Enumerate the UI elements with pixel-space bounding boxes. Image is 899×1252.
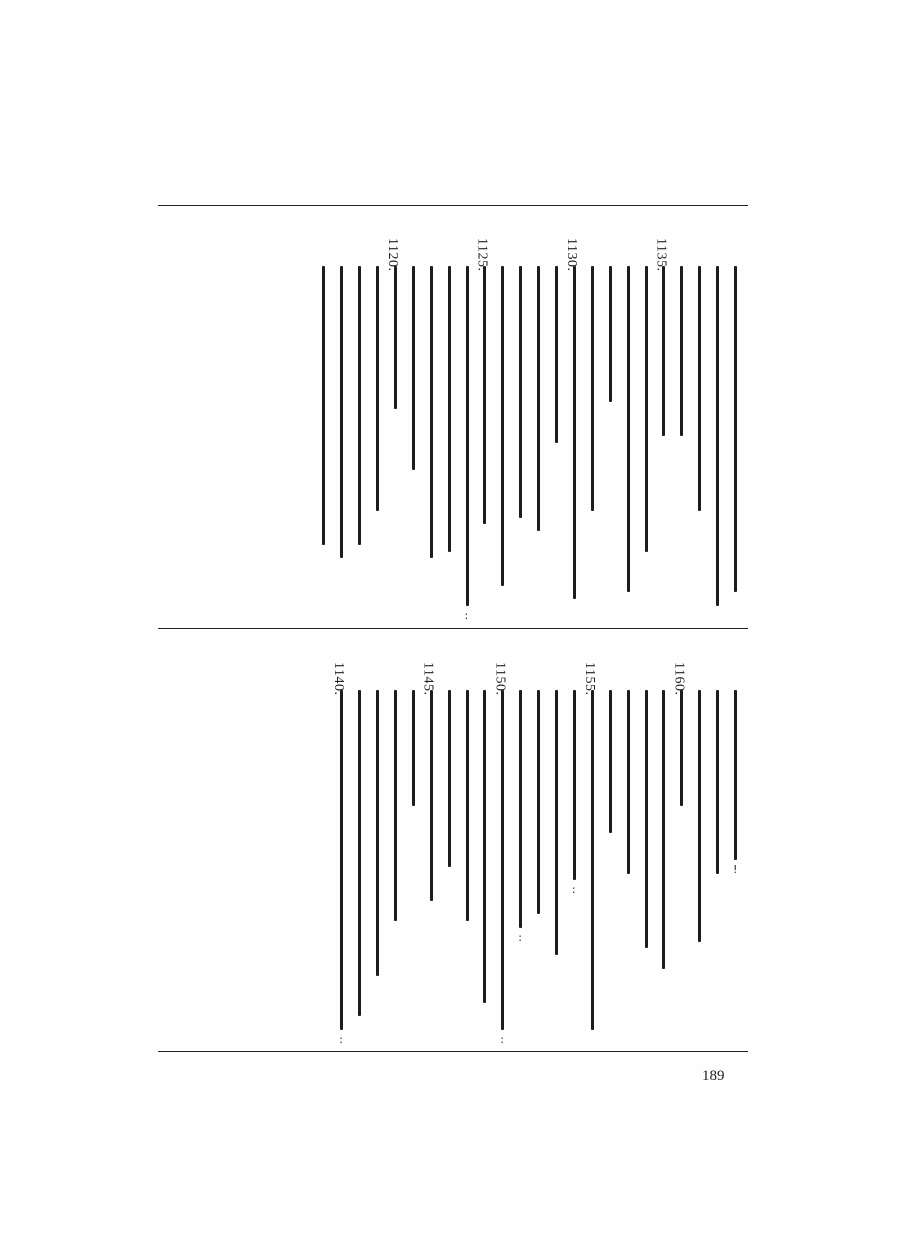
text-line (531, 662, 551, 1034)
mongolian-script-line (555, 266, 558, 443)
mongolian-script-line (466, 266, 469, 606)
mongolian-script-line (376, 690, 379, 976)
mongolian-script-line (430, 266, 433, 558)
text-line (710, 238, 730, 610)
mongolian-script-line (501, 266, 504, 586)
mongolian-script-line (716, 690, 719, 874)
mongolian-script-line (537, 690, 540, 914)
text-line (406, 238, 426, 610)
mongolian-script-line (573, 266, 576, 599)
text-line (671, 662, 694, 1034)
text-line (621, 238, 641, 610)
mongolian-script-line (483, 690, 486, 1003)
text-line (639, 238, 659, 610)
line-number: 1160. (671, 662, 687, 696)
text-line (352, 238, 372, 610)
mongolian-script-line (394, 266, 397, 409)
text-line (581, 662, 605, 1034)
line-end-punctuation: : (339, 1033, 343, 1046)
text-line (513, 238, 533, 610)
page-number: 189 (702, 1068, 725, 1084)
mongolian-script-line (645, 266, 648, 552)
top-rule (158, 205, 748, 206)
line-number: 1125. (474, 238, 490, 272)
text-line (549, 662, 569, 1034)
mongolian-script-line (609, 266, 612, 402)
line-number: 1155. (581, 662, 597, 696)
mongolian-script-line (645, 690, 648, 948)
mongolian-script-line (322, 266, 325, 545)
line-number: 1130. (563, 238, 579, 272)
line-number: 1140. (331, 662, 347, 696)
text-line (710, 662, 730, 1034)
mongolian-script-line (627, 690, 630, 874)
mongolian-script-line (591, 690, 594, 1030)
mongolian-script-line (680, 690, 683, 806)
text-line (384, 238, 408, 610)
text-line (495, 238, 515, 610)
mongolian-script-line (537, 266, 540, 531)
mongolian-script-line (519, 266, 522, 518)
text-line (692, 662, 712, 1034)
mongolian-script-line (716, 266, 719, 606)
text-line (728, 238, 748, 610)
mongolian-script-line (698, 690, 701, 942)
text-line (728, 662, 748, 1034)
mongolian-script-line (609, 690, 612, 833)
middle-rule (158, 628, 748, 629)
mongolian-script-line (627, 266, 630, 592)
line-number: 1150. (492, 662, 508, 696)
text-line (603, 662, 623, 1034)
mongolian-script-line (501, 690, 504, 1030)
text-line (692, 238, 712, 610)
mongolian-script-line (519, 690, 522, 928)
mongolian-script-line (573, 690, 576, 880)
text-line (334, 238, 354, 610)
text-line (477, 662, 497, 1034)
text-line (406, 662, 426, 1034)
line-end-punctuation: ! (733, 863, 738, 876)
mongolian-script-line (680, 266, 683, 436)
mongolian-script-line (698, 266, 701, 511)
text-line (656, 662, 676, 1034)
text-line (370, 662, 390, 1034)
text-line (567, 662, 587, 1034)
text-line (460, 238, 480, 622)
mongolian-script-line (358, 690, 361, 1016)
line-end-punctuation: : (500, 1033, 505, 1046)
text-line (316, 238, 336, 610)
line-end-punctuation: : (518, 931, 522, 944)
text-line (492, 662, 515, 1046)
mongolian-script-line (662, 690, 665, 969)
text-line (442, 238, 462, 610)
text-line (653, 238, 676, 610)
text-line (370, 238, 390, 610)
text-line (549, 238, 569, 610)
mongolian-script-line (555, 690, 558, 955)
mongolian-script-line (448, 266, 451, 552)
text-line (352, 662, 372, 1034)
text-line (331, 662, 354, 1046)
mongolian-script-line (591, 266, 594, 511)
lower-text-block (158, 662, 748, 1046)
mongolian-script-line (466, 690, 469, 921)
bottom-rule (158, 1051, 748, 1052)
upper-text-block (158, 238, 748, 622)
mongolian-script-line (412, 266, 415, 470)
text-line (531, 238, 551, 610)
text-line (424, 238, 444, 610)
mongolian-script-line (448, 690, 451, 867)
mongolian-script-line (340, 690, 343, 1030)
text-line (585, 238, 605, 610)
mongolian-script-line (734, 266, 737, 592)
mongolian-script-line (340, 266, 343, 558)
mongolian-script-line (734, 690, 737, 860)
mongolian-script-line (430, 690, 433, 901)
text-line (442, 662, 462, 1034)
text-line (674, 238, 694, 610)
line-number: 1145. (420, 662, 436, 696)
line-end-punctuation: : (464, 609, 469, 622)
mongolian-script-line (662, 266, 665, 436)
mongolian-script-line (394, 690, 397, 921)
line-end-punctuation: : (571, 883, 576, 896)
text-line (474, 238, 497, 610)
mongolian-script-line (412, 690, 415, 806)
mongolian-script-line (358, 266, 361, 545)
mongolian-script-line (483, 266, 486, 524)
text-line (420, 662, 444, 1034)
text-line (388, 662, 408, 1034)
text-line (460, 662, 480, 1034)
text-line (563, 238, 587, 610)
line-number: 1120. (384, 238, 400, 272)
line-number: 1135. (653, 238, 669, 272)
text-line (621, 662, 641, 1034)
text-line (603, 238, 623, 610)
text-line (513, 662, 533, 1034)
text-line (639, 662, 659, 1034)
mongolian-script-line (376, 266, 379, 511)
